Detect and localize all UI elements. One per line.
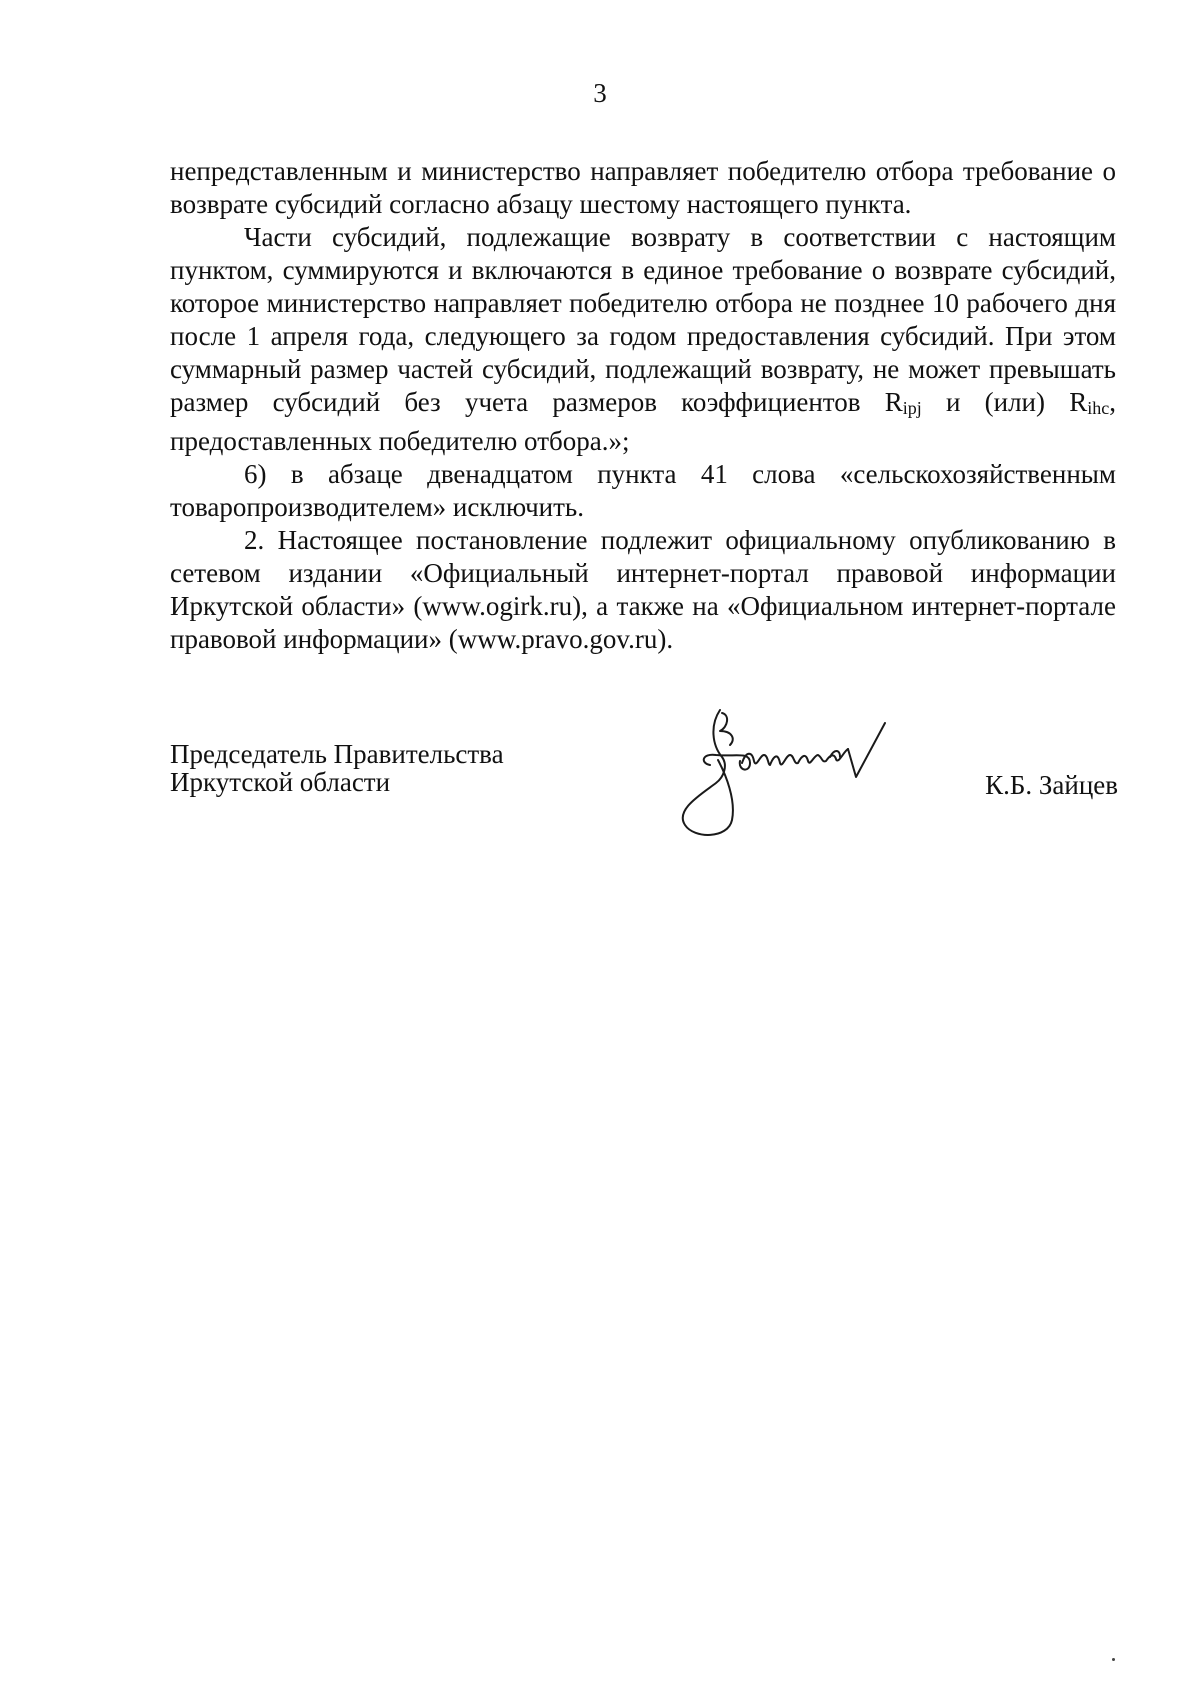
coefficient-r-ipj: Ripj	[884, 387, 922, 418]
signatory-title-line1: Председатель Правительства	[170, 739, 504, 769]
signatory-title	[170, 740, 504, 796]
paragraph-subsidy-parts	[170, 221, 1116, 458]
handwritten-signature	[680, 705, 930, 840]
document-body	[170, 155, 1116, 656]
paragraph-continuation: непредставленным и министерство направляет победителю отбора требование о возврате субсидий согласно абзацу шестому настоящего пункта.	[170, 156, 1116, 219]
signatory-name: К.Б. Зайцев	[985, 770, 1118, 800]
paragraph-publication: 2. Настоящее постановление подлежит официальному опубликованию в сетевом издании «Официальный интернет-портал правовой информации Иркутской области» (www.ogirk.ru), а также на «Официальном интернет-портале правовой информации» (www.pravo.gov.ru).	[170, 525, 1116, 654]
coefficient-r-ihc: Rihc	[1069, 387, 1110, 418]
page-number: 3	[593, 78, 607, 108]
scan-speck	[1112, 1658, 1115, 1661]
signatory-title-line2: Иркутской области	[170, 767, 391, 797]
paragraph-item-6: 6) в абзаце двенадцатом пункта 41 слова «сельскохозяйственным товаропроизводителем» исключить.	[170, 459, 1116, 522]
paragraph-text-part3: , предоставленных победителю отбора.»;	[170, 387, 1116, 456]
paragraph-text-part1: Части субсидий, подлежащие возврату в соответствии с настоящим пунктом, суммируются и включаются в единое требование о возврате субсидий, которое министерство направляет победителю отбора не позднее 10 рабочего дня после 1 апреля года, следующего за годом предоставления субсидий. При этом суммарный размер частей субсидий, подлежащий возврату, не может превышать размер субсидий без учета размеров коэффициентов	[170, 222, 1116, 417]
paragraph-text-part2: и (или)	[921, 387, 1070, 417]
